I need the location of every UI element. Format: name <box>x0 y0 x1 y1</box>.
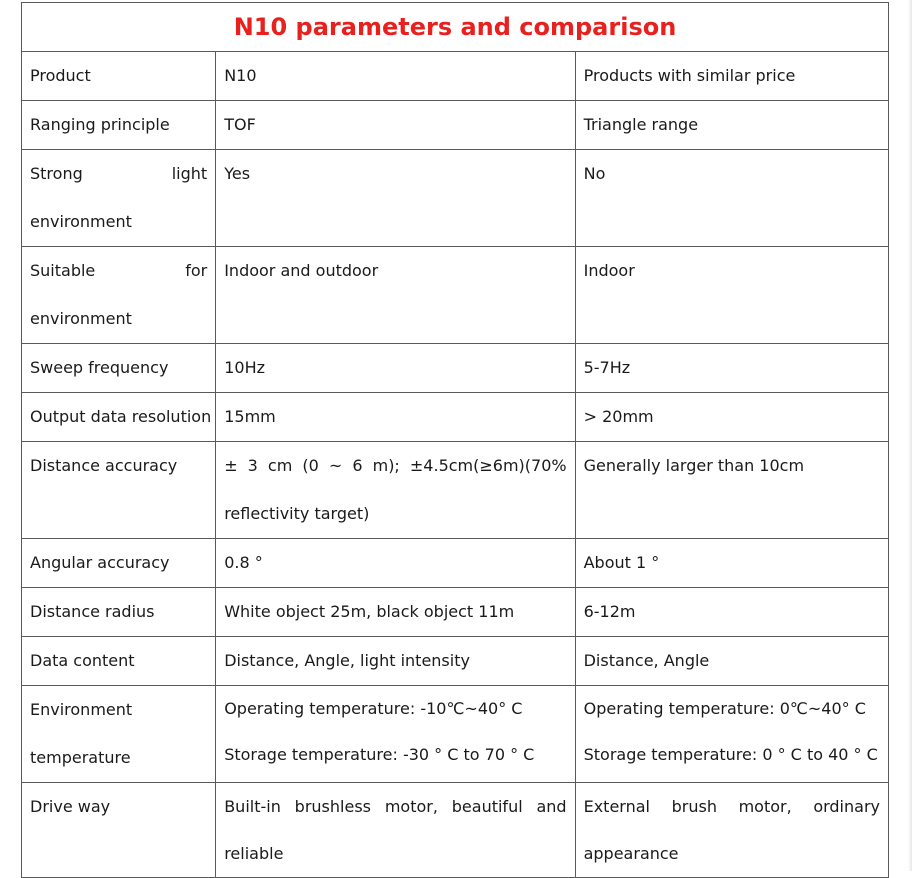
table-row <box>22 442 889 539</box>
n10-value: Yes <box>216 150 575 247</box>
similar-value-line: Storage temperature: 0 ° C to 40 ° C <box>583 745 878 764</box>
parameters-comparison-table <box>21 2 889 878</box>
table-row <box>22 52 889 101</box>
page-edge-shadow <box>908 0 912 871</box>
n10-value-line: Storage temperature: -30 ° C to 70 ° C <box>224 745 535 764</box>
table-row <box>22 393 889 442</box>
n10-value: Indoor and outdoor <box>216 247 575 344</box>
n10-value: Built-in brushless motor, beautiful and reliable <box>216 783 575 878</box>
row-label: Product <box>22 52 216 101</box>
row-label: Distance radius <box>22 588 216 637</box>
similar-value: No <box>575 150 888 247</box>
similar-value: Triangle range <box>575 101 888 150</box>
row-label-line: environment <box>30 212 132 231</box>
table-row <box>22 783 889 878</box>
row-label: Angular accuracy <box>22 539 216 588</box>
similar-value: About 1 ° <box>575 539 888 588</box>
row-label: Data content <box>22 637 216 686</box>
table-title: N10 parameters and comparison <box>22 3 889 52</box>
row-label: Ranging principle <box>22 101 216 150</box>
table-row <box>22 101 889 150</box>
n10-value: ± 3 cm (0 ~ 6 m); ±4.5cm(≥6m)(70% reflectivity target) <box>216 442 575 539</box>
n10-value: 10Hz <box>216 344 575 393</box>
similar-value: Generally larger than 10cm <box>575 442 888 539</box>
similar-value: > 20mm <box>575 393 888 442</box>
row-label <box>22 247 216 344</box>
title-row <box>22 3 889 52</box>
n10-value: White object 25m, black object 11m <box>216 588 575 637</box>
table-row <box>22 150 889 247</box>
row-label <box>22 150 216 247</box>
n10-value: 0.8 ° <box>216 539 575 588</box>
row-label-line: environment <box>30 309 132 328</box>
row-label-line: Strong light <box>30 164 208 183</box>
table-row <box>22 539 889 588</box>
n10-value: TOF <box>216 101 575 150</box>
similar-value <box>575 686 888 783</box>
table-row <box>22 344 889 393</box>
table-row <box>22 247 889 344</box>
n10-value: 15mm <box>216 393 575 442</box>
row-label <box>22 686 216 783</box>
table-row <box>22 637 889 686</box>
row-label: Distance accuracy <box>22 442 216 539</box>
row-label-line: Suitable for <box>30 261 208 280</box>
table-row <box>22 588 889 637</box>
n10-value-line: Operating temperature: -10℃~40° C <box>224 699 523 718</box>
similar-value: Products with similar price <box>575 52 888 101</box>
row-label-line: temperature <box>30 748 131 767</box>
similar-value: External brush motor, ordinary appearance <box>575 783 888 878</box>
row-label: Output data resolution <box>22 393 216 442</box>
row-label: Drive way <box>22 783 216 878</box>
row-label-line: Environment <box>30 700 133 719</box>
n10-value: N10 <box>216 52 575 101</box>
table-row <box>22 686 889 783</box>
n10-value <box>216 686 575 783</box>
similar-value: 5-7Hz <box>575 344 888 393</box>
similar-value-line: Operating temperature: 0℃~40° C <box>583 699 866 718</box>
n10-value: Distance, Angle, light intensity <box>216 637 575 686</box>
similar-value: Distance, Angle <box>575 637 888 686</box>
similar-value: 6-12m <box>575 588 888 637</box>
row-label: Sweep frequency <box>22 344 216 393</box>
similar-value: Indoor <box>575 247 888 344</box>
